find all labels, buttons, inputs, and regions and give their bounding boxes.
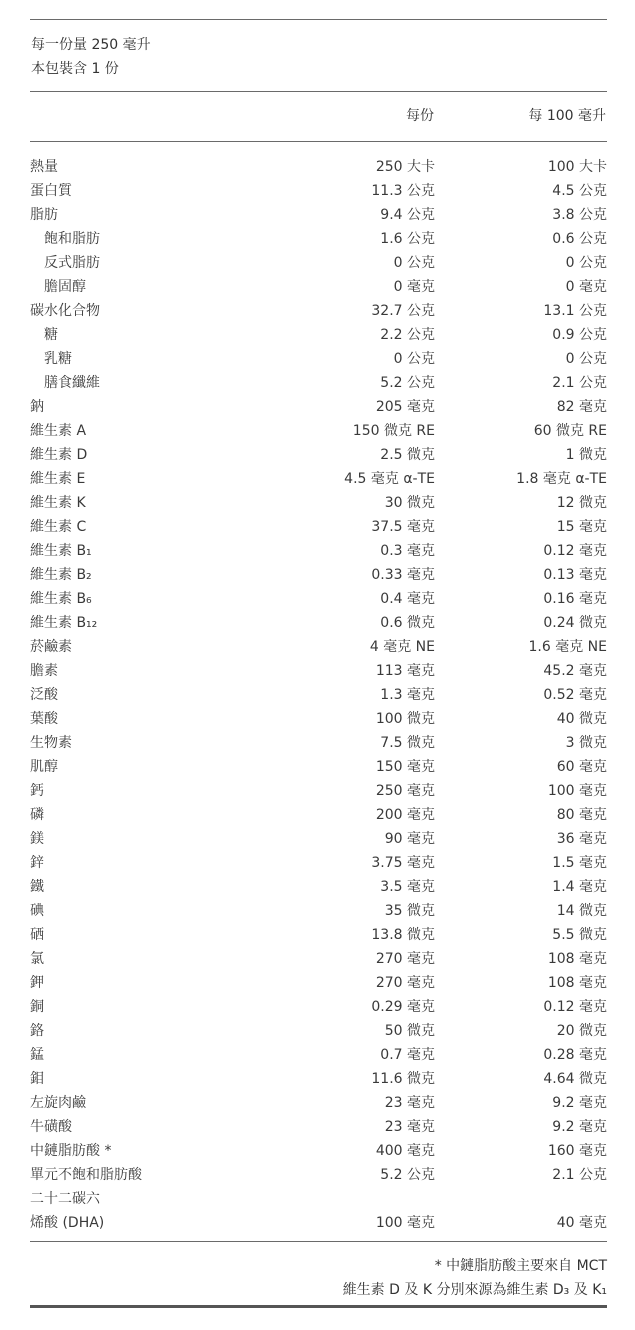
nutrient-name: 錳 bbox=[30, 1047, 44, 1063]
header-rule bbox=[30, 91, 607, 92]
nutrient-per-serving: 3.75 毫克 bbox=[371, 855, 435, 871]
footnotes bbox=[343, 1254, 607, 1302]
nutrient-name: 單元不飽和脂肪酸 bbox=[30, 1167, 142, 1183]
nutrient-row bbox=[30, 203, 607, 227]
nutrient-per-serving: 0.33 毫克 bbox=[371, 567, 435, 583]
nutrient-row bbox=[30, 875, 607, 899]
nutrient-per-serving: 270 毫克 bbox=[375, 951, 435, 967]
nutrient-per-100ml: 0.12 毫克 bbox=[543, 999, 607, 1015]
nutrient-per-100ml: 2.1 公克 bbox=[552, 1167, 607, 1183]
footnote-vitamin-sources: 維生素 D 及 K 分別來源為維生素 D₃ 及 K₁ bbox=[342, 1282, 607, 1298]
nutrient-per-serving: 1.6 公克 bbox=[380, 231, 435, 247]
nutrient-per-100ml: 80 毫克 bbox=[556, 807, 607, 823]
nutrient-per-100ml: 0.9 公克 bbox=[552, 327, 607, 343]
column-header-per-100ml: 每 100 毫升 bbox=[528, 108, 606, 124]
nutrient-per-100ml: 0.12 毫克 bbox=[543, 543, 607, 559]
nutrient-name: 泛酸 bbox=[30, 687, 58, 703]
nutrient-row bbox=[30, 299, 607, 323]
nutrient-per-100ml: 36 毫克 bbox=[556, 831, 607, 847]
nutrient-per-serving: 23 毫克 bbox=[384, 1095, 435, 1111]
nutrient-name: 鐵 bbox=[30, 879, 44, 895]
nutrient-per-serving: 0 公克 bbox=[393, 255, 435, 271]
nutrient-per-100ml: 45.2 毫克 bbox=[543, 663, 607, 679]
nutrient-per-serving: 37.5 毫克 bbox=[371, 519, 435, 535]
nutrient-name: 鉻 bbox=[30, 1023, 44, 1039]
nutrient-per-serving: 35 微克 bbox=[384, 903, 435, 919]
nutrient-name: 膽固醇 bbox=[44, 279, 86, 295]
nutrient-per-100ml: 0.16 毫克 bbox=[543, 591, 607, 607]
nutrient-name: 飽和脂肪 bbox=[44, 231, 100, 247]
nutrient-row bbox=[30, 1019, 607, 1043]
nutrient-row bbox=[30, 803, 607, 827]
nutrient-per-100ml: 4.5 公克 bbox=[552, 183, 607, 199]
nutrient-per-serving: 0 公克 bbox=[393, 351, 435, 367]
nutrient-row bbox=[30, 995, 607, 1019]
nutrient-per-100ml: 40 毫克 bbox=[556, 1215, 607, 1231]
nutrient-per-serving: 250 毫克 bbox=[375, 783, 435, 799]
nutrient-per-100ml: 15 毫克 bbox=[556, 519, 607, 535]
nutrient-per-100ml: 0.24 微克 bbox=[543, 615, 607, 631]
nutrient-name: 硒 bbox=[30, 927, 44, 943]
footer-rule bbox=[30, 1241, 607, 1242]
nutrient-per-100ml: 9.2 毫克 bbox=[552, 1095, 607, 1111]
nutrient-per-100ml: 0.52 毫克 bbox=[543, 687, 607, 703]
nutrient-per-serving: 0.3 毫克 bbox=[380, 543, 435, 559]
nutrient-per-serving: 200 毫克 bbox=[375, 807, 435, 823]
nutrient-name: 維生素 B₂ bbox=[30, 567, 92, 583]
footnote-mct: * 中鏈脂肪酸主要來自 MCT bbox=[434, 1258, 607, 1274]
nutrient-row bbox=[30, 347, 607, 371]
nutrient-name: 維生素 B₁ bbox=[30, 543, 92, 559]
nutrient-per-serving: 400 毫克 bbox=[375, 1143, 435, 1159]
nutrient-per-100ml: 60 微克 RE bbox=[533, 423, 607, 439]
nutrient-per-serving: 4 毫克 NE bbox=[369, 639, 435, 655]
nutrient-per-100ml: 2.1 公克 bbox=[552, 375, 607, 391]
nutrient-per-serving: 0.29 毫克 bbox=[371, 999, 435, 1015]
nutrient-per-serving: 250 大卡 bbox=[375, 159, 435, 175]
nutrient-name: 碳水化合物 bbox=[30, 303, 100, 319]
nutrient-per-100ml: 5.5 微克 bbox=[552, 927, 607, 943]
nutrient-name: 肌醇 bbox=[30, 759, 58, 775]
nutrient-row bbox=[30, 1139, 607, 1163]
nutrient-per-100ml: 40 微克 bbox=[556, 711, 607, 727]
nutrient-per-serving: 2.2 公克 bbox=[380, 327, 435, 343]
nutrient-name: 牛磺酸 bbox=[30, 1119, 72, 1135]
nutrient-per-100ml: 0 毫克 bbox=[565, 279, 607, 295]
nutrient-per-serving: 11.6 微克 bbox=[371, 1071, 435, 1087]
nutrient-name: 生物素 bbox=[30, 735, 72, 751]
nutrient-per-serving: 50 微克 bbox=[384, 1023, 435, 1039]
nutrient-name: 熱量 bbox=[30, 159, 58, 175]
nutrient-per-serving: 205 毫克 bbox=[375, 399, 435, 415]
nutrient-per-serving: 7.5 微克 bbox=[380, 735, 435, 751]
nutrient-name: 維生素 A bbox=[30, 423, 87, 439]
nutrient-row bbox=[30, 1115, 607, 1139]
nutrient-name: 維生素 K bbox=[30, 495, 86, 511]
column-header-per-serving: 每份 bbox=[406, 108, 434, 124]
nutrient-name: 鋅 bbox=[30, 855, 44, 871]
nutrient-row bbox=[30, 443, 607, 467]
servings-per-package: 本包裝含 1 份 bbox=[31, 61, 119, 77]
nutrient-per-serving: 100 毫克 bbox=[375, 1215, 435, 1231]
nutrient-row bbox=[30, 1091, 607, 1115]
nutrient-name: 維生素 D bbox=[30, 447, 88, 463]
nutrient-per-100ml: 13.1 公克 bbox=[543, 303, 607, 319]
nutrient-row bbox=[30, 491, 607, 515]
nutrient-name: 脂肪 bbox=[30, 207, 58, 223]
nutrition-table bbox=[30, 155, 607, 1235]
nutrient-row bbox=[30, 467, 607, 491]
nutrient-name: 維生素 C bbox=[30, 519, 87, 535]
nutrient-per-100ml: 0 公克 bbox=[565, 255, 607, 271]
nutrient-per-serving: 113 毫克 bbox=[375, 663, 435, 679]
nutrient-per-100ml: 1.4 毫克 bbox=[552, 879, 607, 895]
nutrient-per-serving: 1.3 毫克 bbox=[380, 687, 435, 703]
nutrient-row bbox=[30, 851, 607, 875]
nutrient-per-serving: 0 毫克 bbox=[393, 279, 435, 295]
nutrient-name: 鉬 bbox=[30, 1071, 44, 1087]
nutrient-name: 銅 bbox=[30, 999, 44, 1015]
nutrient-name: 蛋白質 bbox=[30, 183, 72, 199]
nutrient-name: 二十二碳六 bbox=[30, 1191, 100, 1207]
nutrient-name: 糖 bbox=[44, 327, 58, 343]
nutrient-per-100ml: 0.28 毫克 bbox=[543, 1047, 607, 1063]
nutrient-per-100ml: 108 毫克 bbox=[547, 951, 607, 967]
nutrient-per-serving: 32.7 公克 bbox=[371, 303, 435, 319]
nutrient-row bbox=[30, 1211, 607, 1235]
nutrient-per-100ml: 108 毫克 bbox=[547, 975, 607, 991]
nutrient-row bbox=[30, 275, 607, 299]
nutrient-per-100ml: 100 大卡 bbox=[547, 159, 607, 175]
bottom-rule bbox=[30, 1305, 607, 1308]
nutrient-per-100ml: 0 公克 bbox=[565, 351, 607, 367]
nutrient-name: 鎂 bbox=[30, 831, 44, 847]
nutrient-row bbox=[30, 179, 607, 203]
nutrient-per-100ml: 160 毫克 bbox=[547, 1143, 607, 1159]
nutrient-per-100ml: 1.6 毫克 NE bbox=[528, 639, 607, 655]
nutrient-per-100ml: 3 微克 bbox=[565, 735, 607, 751]
nutrient-row bbox=[30, 659, 607, 683]
nutrient-name: 左旋肉鹼 bbox=[30, 1095, 86, 1111]
nutrient-per-serving: 5.2 公克 bbox=[380, 1167, 435, 1183]
nutrient-name: 乳糖 bbox=[44, 351, 72, 367]
nutrient-name: 反式脂肪 bbox=[44, 255, 100, 271]
nutrient-per-serving: 150 毫克 bbox=[375, 759, 435, 775]
nutrient-row bbox=[30, 371, 607, 395]
nutrient-name: 鈉 bbox=[30, 399, 44, 415]
nutrient-name: 烯酸 (DHA) bbox=[30, 1215, 105, 1231]
nutrient-per-serving: 90 毫克 bbox=[384, 831, 435, 847]
nutrient-per-serving: 0.6 微克 bbox=[380, 615, 435, 631]
nutrient-row bbox=[30, 395, 607, 419]
nutrient-name: 碘 bbox=[30, 903, 44, 919]
nutrient-per-serving: 0.7 毫克 bbox=[380, 1047, 435, 1063]
nutrient-row bbox=[30, 827, 607, 851]
serving-info bbox=[31, 33, 151, 81]
nutrient-per-100ml: 3.8 公克 bbox=[552, 207, 607, 223]
nutrient-per-100ml: 12 微克 bbox=[556, 495, 607, 511]
nutrient-row bbox=[30, 1067, 607, 1091]
nutrient-row bbox=[30, 899, 607, 923]
nutrient-per-100ml: 0.6 公克 bbox=[552, 231, 607, 247]
nutrient-row bbox=[30, 971, 607, 995]
nutrient-row bbox=[30, 515, 607, 539]
nutrient-per-serving: 9.4 公克 bbox=[380, 207, 435, 223]
nutrient-row bbox=[30, 731, 607, 755]
nutrient-row bbox=[30, 323, 607, 347]
nutrient-row bbox=[30, 707, 607, 731]
nutrient-row bbox=[30, 683, 607, 707]
nutrient-per-serving: 13.8 微克 bbox=[371, 927, 435, 943]
nutrient-per-100ml: 1 微克 bbox=[565, 447, 607, 463]
nutrient-per-100ml: 0.13 毫克 bbox=[543, 567, 607, 583]
nutrient-per-100ml: 9.2 毫克 bbox=[552, 1119, 607, 1135]
nutrient-name: 氯 bbox=[30, 951, 44, 967]
nutrient-name: 磷 bbox=[30, 807, 44, 823]
serving-size: 每一份量 250 毫升 bbox=[31, 37, 151, 53]
nutrient-name: 維生素 B₆ bbox=[30, 591, 92, 607]
nutrient-name: 鉀 bbox=[30, 975, 44, 991]
nutrient-row bbox=[30, 947, 607, 971]
nutrient-row bbox=[30, 251, 607, 275]
nutrient-per-100ml: 100 毫克 bbox=[547, 783, 607, 799]
nutrient-name: 維生素 E bbox=[30, 471, 86, 487]
nutrient-row bbox=[30, 539, 607, 563]
nutrient-per-100ml: 14 微克 bbox=[556, 903, 607, 919]
nutrient-row bbox=[30, 635, 607, 659]
nutrient-row bbox=[30, 1187, 607, 1211]
nutrient-per-100ml: 82 毫克 bbox=[556, 399, 607, 415]
nutrient-row bbox=[30, 611, 607, 635]
nutrient-row bbox=[30, 755, 607, 779]
nutrient-row bbox=[30, 587, 607, 611]
nutrient-name: 鈣 bbox=[30, 783, 44, 799]
nutrient-per-serving: 270 毫克 bbox=[375, 975, 435, 991]
nutrient-row bbox=[30, 1163, 607, 1187]
nutrient-name: 維生素 B₁₂ bbox=[30, 615, 98, 631]
nutrient-name: 葉酸 bbox=[30, 711, 58, 727]
nutrient-row bbox=[30, 563, 607, 587]
table-rule bbox=[30, 141, 607, 142]
nutrient-per-serving: 150 微克 RE bbox=[352, 423, 435, 439]
nutrient-per-serving: 30 微克 bbox=[384, 495, 435, 511]
nutrient-per-serving: 100 微克 bbox=[375, 711, 435, 727]
nutrient-name: 膳食纖維 bbox=[44, 375, 100, 391]
nutrient-per-serving: 3.5 毫克 bbox=[380, 879, 435, 895]
nutrient-per-100ml: 20 微克 bbox=[556, 1023, 607, 1039]
nutrient-row bbox=[30, 419, 607, 443]
nutrient-per-serving: 0.4 毫克 bbox=[380, 591, 435, 607]
nutrient-per-serving: 11.3 公克 bbox=[371, 183, 435, 199]
nutrient-row bbox=[30, 923, 607, 947]
nutrient-row bbox=[30, 155, 607, 179]
nutrient-per-100ml: 4.64 微克 bbox=[543, 1071, 607, 1087]
nutrient-row bbox=[30, 1043, 607, 1067]
top-rule bbox=[30, 19, 607, 20]
nutrient-row bbox=[30, 779, 607, 803]
nutrient-per-serving: 2.5 微克 bbox=[380, 447, 435, 463]
nutrient-per-100ml: 1.5 毫克 bbox=[552, 855, 607, 871]
nutrient-per-serving: 4.5 毫克 α-TE bbox=[344, 471, 435, 487]
nutrient-per-100ml: 60 毫克 bbox=[556, 759, 607, 775]
nutrient-per-serving: 23 毫克 bbox=[384, 1119, 435, 1135]
nutrient-row bbox=[30, 227, 607, 251]
nutrient-per-serving: 5.2 公克 bbox=[380, 375, 435, 391]
nutrient-name: 菸鹼素 bbox=[30, 639, 72, 655]
nutrient-per-100ml: 1.8 毫克 α-TE bbox=[516, 471, 607, 487]
nutrient-name: 膽素 bbox=[30, 663, 58, 679]
nutrient-name: 中鏈脂肪酸 * bbox=[30, 1143, 112, 1159]
